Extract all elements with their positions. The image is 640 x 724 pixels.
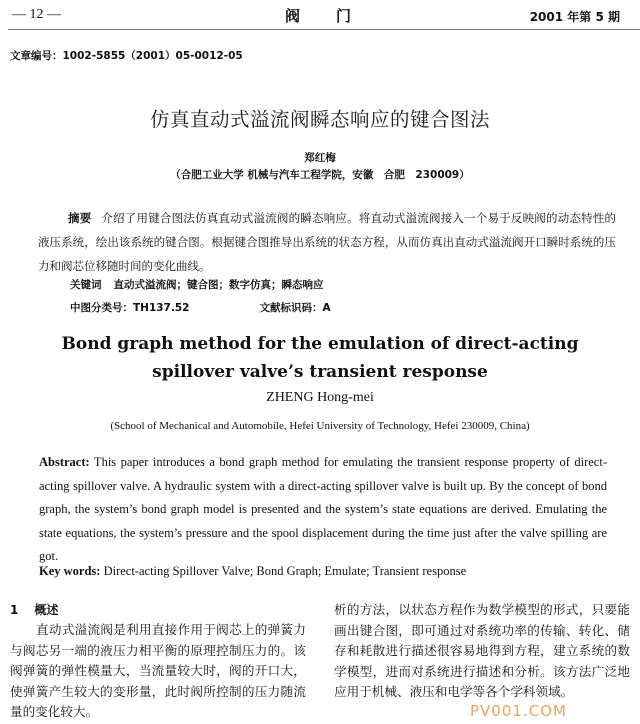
body-left-column (10, 600, 306, 723)
english-author: ZHENG Hong-mei (266, 390, 374, 405)
english-keywords-label: Key words: (39, 564, 101, 578)
section-number: 1 (10, 603, 19, 617)
section-title: 概述 (34, 603, 59, 617)
classification-number: 中图分类号：TH137.52 (70, 302, 190, 314)
english-affiliation: (School of Mechanical and Automobile, Hefei University of Technology, Hefei 230009, China) (110, 420, 530, 432)
english-abstract-text: This paper introduces a bond graph method for emulating the transient response property of direct-acting spillover valve. A hydraulic system with a direct-acting spillover valve is built up. By the concept of bond graph, the system’s bond graph model is presented and the system’s state equations are derived. Emulating the state equations, the system’s pressure and the spool displacement during the time just after the valve spilling are got. (39, 455, 607, 564)
chinese-title: 仿真直动式溢流阀瞬态响应的键合图法 (149, 108, 490, 131)
body-right-column (334, 600, 630, 703)
article-id: 文章编号：1002-5855（2001）05-0012-05 (10, 50, 243, 62)
chinese-affiliation: （合肥工业大学 机械与汽车工程学院，安徽 合肥 230009） (170, 169, 470, 181)
english-abstract (39, 451, 607, 569)
classification-line (70, 300, 331, 315)
chinese-keywords-label: 关键词 (70, 279, 102, 291)
left-column-paragraph: 直动式溢流阀是利用直接作用于阀芯上的弹簧力与阀芯另一端的液压力相平衡的原理控制压力的。该阀弹簧的弹性模量大，当流量较大时，阀的开口大，使弹簧产生较大的变形量，此时阀所控制的压力随流量的变化较大。 (10, 622, 306, 719)
header-rule (8, 29, 640, 30)
chinese-author: 郑红梅 (304, 152, 336, 164)
english-title (0, 330, 640, 386)
english-keywords-text: Direct-acting Spillover Valve; Bond Graph; Emulate; Transient response (100, 564, 467, 578)
english-keywords (39, 563, 619, 579)
watermark: PV001.COM (470, 702, 567, 720)
chinese-abstract-label: 摘要 (68, 211, 92, 225)
running-header (0, 0, 640, 30)
english-title-line-1: Bond graph method for the emulation of direct-acting (61, 334, 579, 354)
right-column-paragraph: 析的方法，以状态方程作为数学模型的形式，只要能画出键合图，即可通过对系统功率的传输、转化、储存和耗散进行描述很容易地得到方程，建立系统的数学模型，进而对系统进行描述和分析。该方法广泛地应用于机械、液压和电学等各个学科领域。 (334, 602, 630, 699)
english-abstract-label: Abstract: (39, 455, 90, 469)
chinese-abstract (38, 206, 616, 278)
section-heading (10, 600, 306, 620)
chinese-keywords-text: 直动式溢流阀；键合图；数字仿真；瞬态响应 (113, 279, 324, 291)
chinese-keywords (70, 277, 324, 292)
issue-label: 2001 年第 5 期 (529, 10, 620, 24)
journal-name: 阀门 (285, 7, 388, 25)
english-title-line-2: spillover valve’s transient response (152, 362, 488, 382)
document-code: 文献标识码：A (259, 302, 331, 314)
chinese-abstract-text: 介绍了用键合图法仿真直动式溢流阀的瞬态响应。将直动式溢流阀接入一个易于反映阀的动态特性的液压系统，绘出该系统的键合图。根据键合图推导出系统的状态方程，从而仿真出直动式溢流阀开口瞬时系统的压力和阀芯位移随时间的变化曲线。 (38, 211, 617, 273)
page-number: — 12 — (12, 7, 61, 22)
